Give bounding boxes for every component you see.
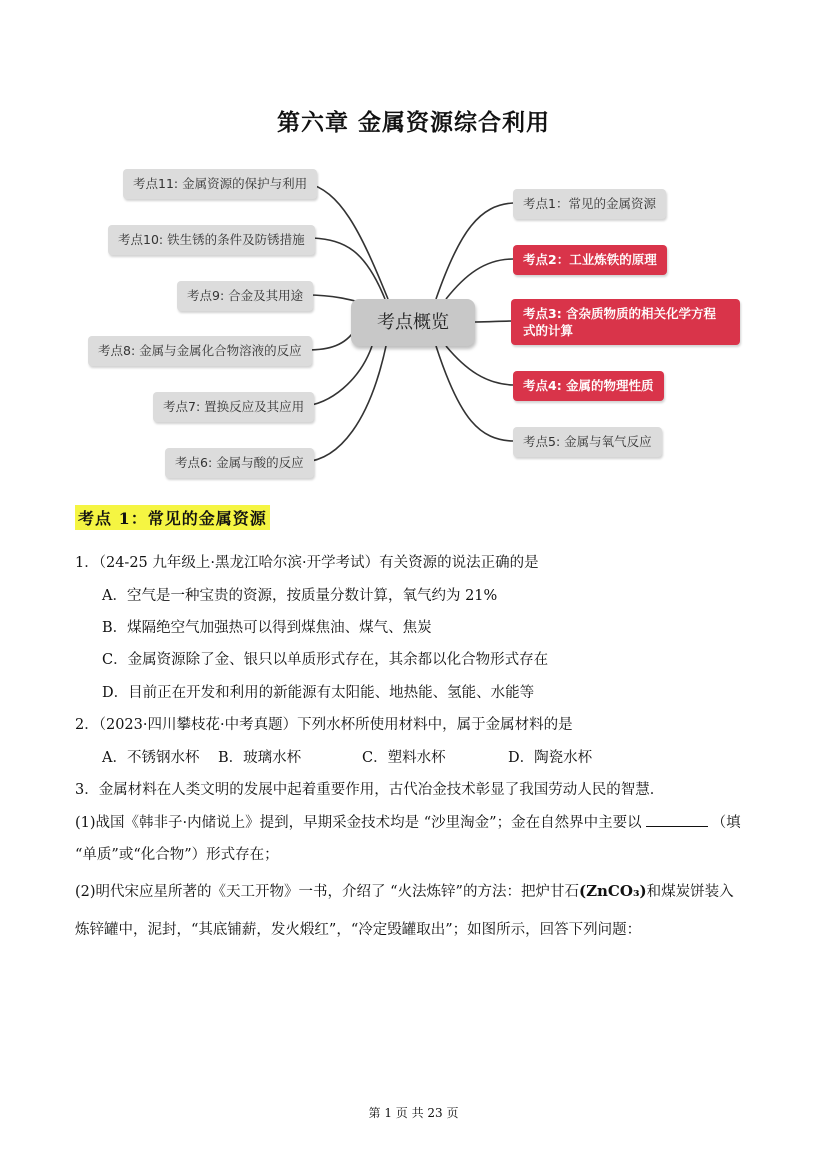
question-3-part-2 <box>75 880 734 901</box>
document-title: 第六章 金属资源综合利用 <box>276 109 550 136</box>
connector-right-3 <box>475 321 513 322</box>
mindmap-node-topic-2: 考点2：工业炼铁的原理 <box>513 245 667 275</box>
question-1-option-b: B．煤隔绝空气加强热可以得到煤焦油、煤气、焦炭 <box>102 620 432 636</box>
question-3-part-1-cont: “单质”或“化合物”）形式存在； <box>75 847 279 863</box>
mindmap-node-topic-10: 考点10: 铁生锈的条件及防锈措施 <box>108 225 315 255</box>
question-1-stem: 1．（24-25 九年级上·黑龙江哈尔滨·开学考试）有关资源的说法正确的是 <box>75 555 539 571</box>
question-2-option-b: B．玻璃水杯 <box>218 750 302 766</box>
mindmap-center-node: 考点概览 <box>351 299 475 346</box>
connector-left-4 <box>307 330 355 350</box>
question-3-part-2-cont: 炼锌罐中，泥封，“其底铺薪，发火煅红”，“冷定毁罐取出”；如图所示，回答下列问题： <box>75 922 642 938</box>
question-3-part-1 <box>75 811 741 832</box>
mindmap-node-topic-1: 考点1：常见的金属资源 <box>513 189 666 219</box>
connector-left-1 <box>306 183 388 299</box>
connector-right-4 <box>446 346 513 385</box>
mindmap-node-topic-5: 考点5: 金属与氧气反应 <box>513 427 662 457</box>
question-2-stem: 2．（2023·四川攀枝花·中考真题）下列水杯所使用材料中，属于金属材料的是 <box>75 717 573 733</box>
mindmap-node-topic-11: 考点11: 金属资源的保护与利用 <box>123 169 317 199</box>
question-3-part-1-suffix: （填 <box>711 815 741 831</box>
question-1-option-c: C．金属资源除了金、银只以单质形式存在，其余都以化合物形式存在 <box>102 652 549 668</box>
mindmap-node-topic-9: 考点9: 合金及其用途 <box>177 281 313 311</box>
question-2-option-d: D．陶瓷水杯 <box>508 750 593 766</box>
question-1-option-a: A．空气是一种宝贵的资源，按质量分数计算，氧气约为 21% <box>102 588 498 604</box>
question-3-part-2-suffix: 和煤炭饼装入 <box>646 884 734 900</box>
question-2-option-c: C．塑料水杯 <box>362 750 446 766</box>
answer-blank[interactable] <box>646 812 708 827</box>
question-1-option-d: D．目前正在开发和利用的新能源有太阳能、地热能、氢能、水能等 <box>102 685 535 701</box>
connector-right-1 <box>436 203 513 299</box>
connector-left-2 <box>313 238 385 299</box>
page-footer: 第 1 页 共 23 页 <box>368 1106 459 1120</box>
question-3-stem: 3．金属材料在人类文明的发展中起着重要作用，古代冶金技术彰显了我国劳动人民的智慧． <box>75 782 665 798</box>
question-2-option-a: A．不锈钢水杯 <box>102 750 200 766</box>
mindmap-node-topic-4: 考点4: 金属的物理性质 <box>513 371 664 401</box>
chemical-formula: (ZnCO₃) <box>578 882 647 900</box>
question-3-part-1-text: (1)战国《韩非子·内储说上》提到，早期采金技术均是 “沙里淘金”；金在自然界中主要以 <box>75 815 642 831</box>
section-heading: 考点 1：常见的金属资源 <box>75 505 270 530</box>
question-3-part-2-text: (2)明代宋应星所著的《天工开物》一书，介绍了 “火法炼锌”的方法：把炉甘石 <box>75 884 579 900</box>
mindmap-node-topic-3: 考点3: 含杂质物质的相关化学方程式的计算 <box>511 299 740 345</box>
connector-right-5 <box>436 346 513 441</box>
connector-right-2 <box>446 259 513 299</box>
mindmap-node-topic-6: 考点6: 金属与酸的反应 <box>165 448 314 478</box>
mindmap-node-topic-7: 考点7: 置换反应及其应用 <box>153 392 314 422</box>
mindmap-node-topic-8: 考点8: 金属与金属化合物溶液的反应 <box>88 336 312 366</box>
